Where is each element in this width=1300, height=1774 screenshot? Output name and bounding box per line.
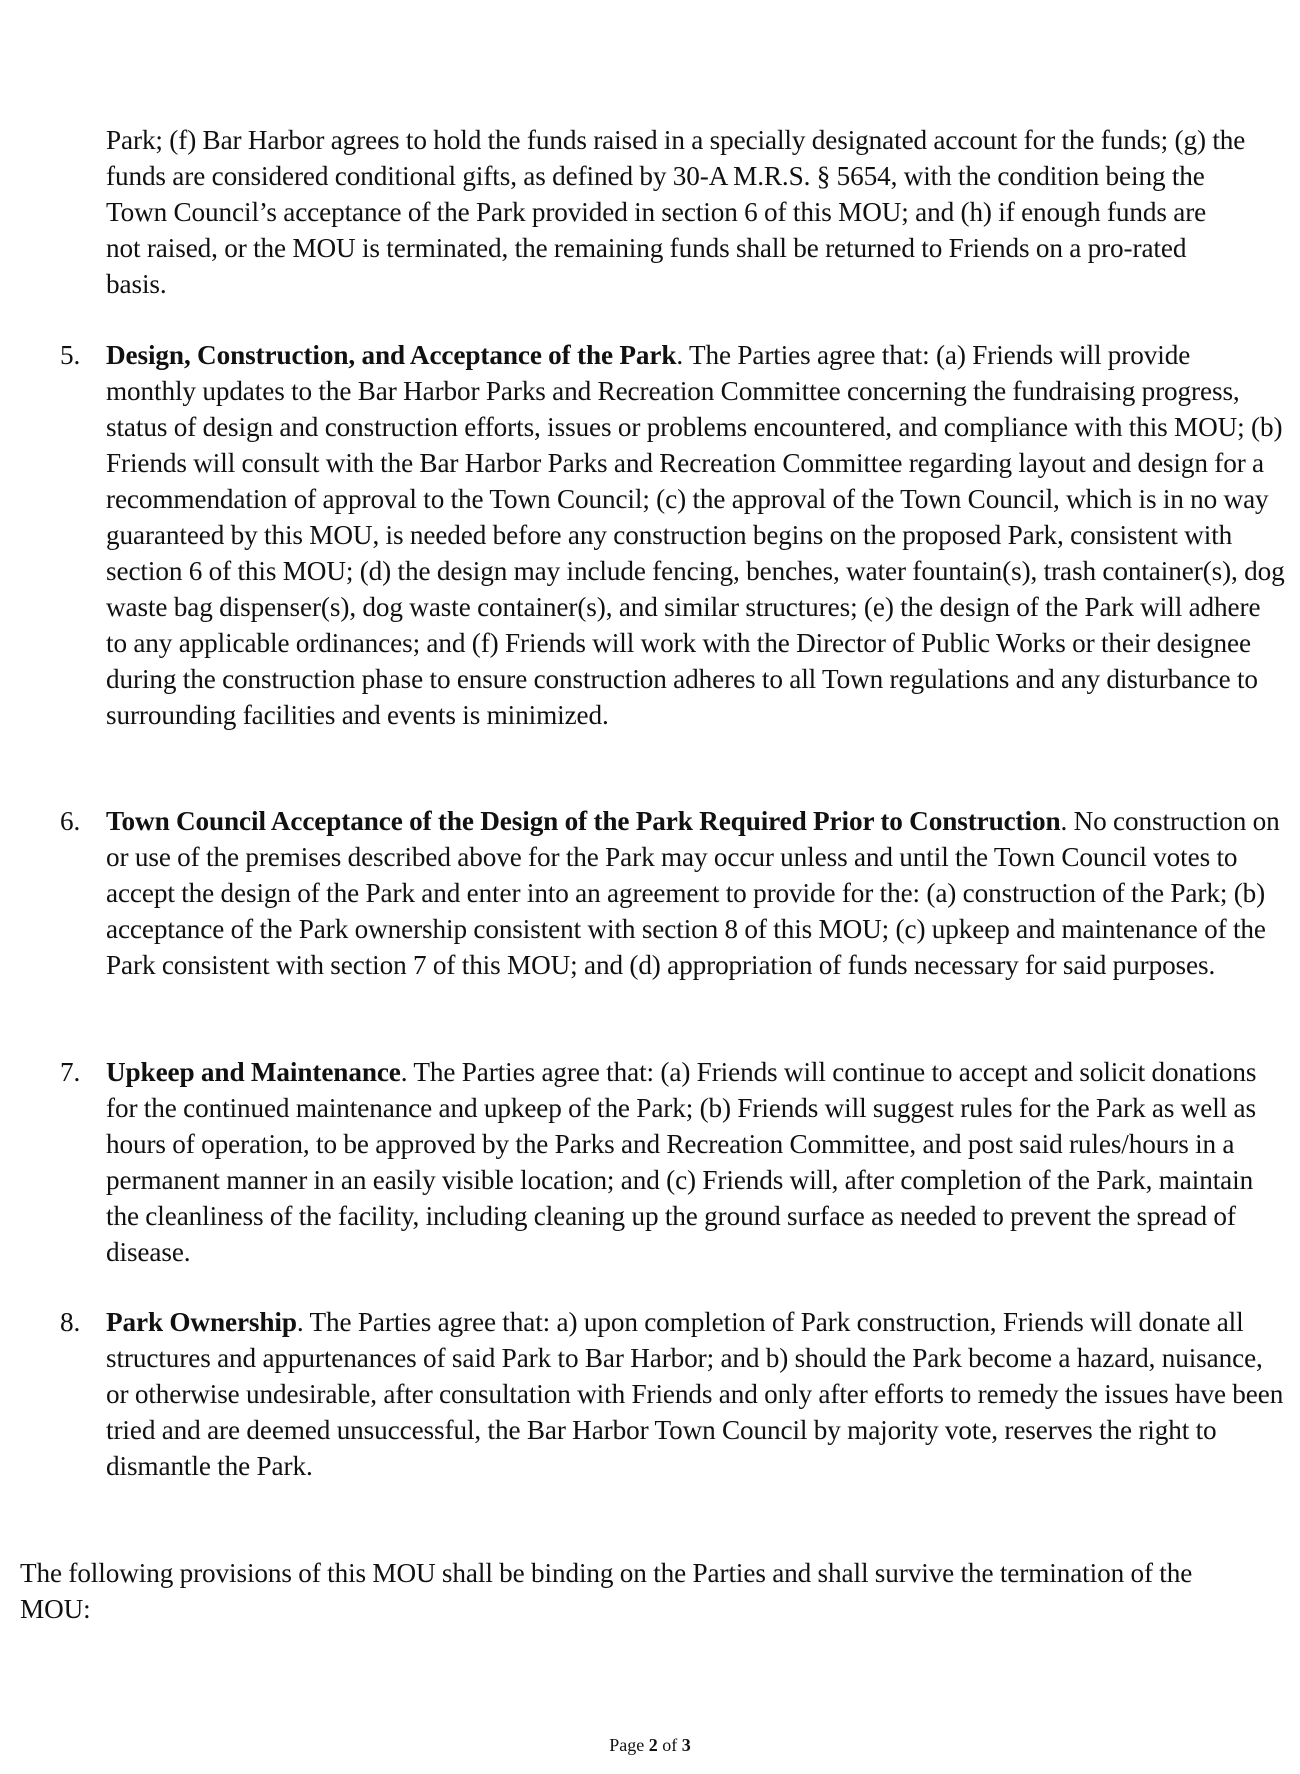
section-number: 6.	[60, 806, 81, 836]
footer-total-pages: 3	[681, 1735, 691, 1755]
section-text: . No construction on or use of the premises described above for the Park may occur unless and until the Town Council votes to accept the design of the Park and enter into an agreement to provide for the: (a) construction of the Park; (b) acceptance of the Park ownership consistent with section 8 of this MOU; (c) upkeep and maintenance of the Park consistent with section 7 of this MOU; and (d) appropriation of funds necessary for said purposes.	[106, 806, 1280, 980]
section-body	[106, 1304, 1286, 1484]
section-body	[106, 803, 1286, 983]
section-text: . The Parties agree that: (a) Friends will provide monthly updates to the Bar Harbor Parks and Recreation Committee concerning the fundraising progress, status of design and construction efforts, issues or problems encountered, and compliance with this MOU; (b) Friends will consult with the Bar Harbor Parks and Recreation Committee regarding layout and design for a recommendation of approval to the Town Council; (c) the approval of the Town Council, which is in no way guaranteed by this MOU, is needed before any construction begins on the proposed Park, consistent with section 6 of this MOU; (d) the design may include fencing, benches, water fountain(s), trash container(s), dog waste bag dispenser(s), dog waste container(s), and similar structures; (e) the design of the Park will adhere to any applicable ordinances; and (f) Friends will work with the Director of Public Works or their designee during the construction phase to ensure construction adheres to all Town regulations and any disturbance to surrounding facilities and events is minimized.	[106, 340, 1285, 730]
section-heading: Town Council Acceptance of the Design of the Park Required Prior to Construction	[106, 806, 1061, 836]
section-heading: Park Ownership	[106, 1307, 297, 1337]
continuation-paragraph: Park; (f) Bar Harbor agrees to hold the funds raised in a specially designated account for the funds; (g) the funds are considered conditional gifts, as defined by 30-A M.R.S. § 5654, with the condition being the Town Council’s acceptance of the Park provided in section 6 of this MOU; and (h) if enough funds are not raised, or the MOU is terminated, the remaining funds shall be returned to Friends on a pro-rated basis.	[106, 125, 1246, 299]
section-text: . The Parties agree that: (a) Friends will continue to accept and solicit donations for the continued maintenance and upkeep of the Park; (b) Friends will suggest rules for the Park as well as hours of operation, to be approved by the Parks and Recreation Committee, and post said rules/hours in a permanent manner in an easily visible location; and (c) Friends will, after completion of the Park, maintain the cleanliness of the facility, including cleaning up the ground surface as needed to prevent the spread of disease.	[106, 1057, 1257, 1267]
section-text: . The Parties agree that: a) upon completion of Park construction, Friends will donate all structures and appurtenances of said Park to Bar Harbor; and b) should the Park become a hazard, nuisance, or otherwise undesirable, after consultation with Friends and only after efforts to remedy the issues have been tried and are deemed unsuccessful, the Bar Harbor Town Council by majority vote, reserves the right to dismantle the Park.	[106, 1307, 1284, 1481]
section-heading: Design, Construction, and Acceptance of the Park	[106, 340, 677, 370]
section-number: 5.	[60, 340, 81, 370]
section-number: 8.	[60, 1307, 81, 1337]
footer-prefix: Page	[609, 1735, 645, 1755]
page-number-footer	[0, 1735, 1300, 1756]
closing-paragraph: The following provisions of this MOU shall be binding on the Parties and shall survive the termination of the MOU:	[20, 1558, 1193, 1624]
section-body	[106, 1054, 1286, 1270]
section-body	[106, 337, 1286, 733]
section-number: 7.	[60, 1057, 81, 1087]
footer-current-page: 2	[648, 1735, 658, 1755]
footer-of: of	[662, 1735, 678, 1755]
section-heading: Upkeep and Maintenance	[106, 1057, 401, 1087]
